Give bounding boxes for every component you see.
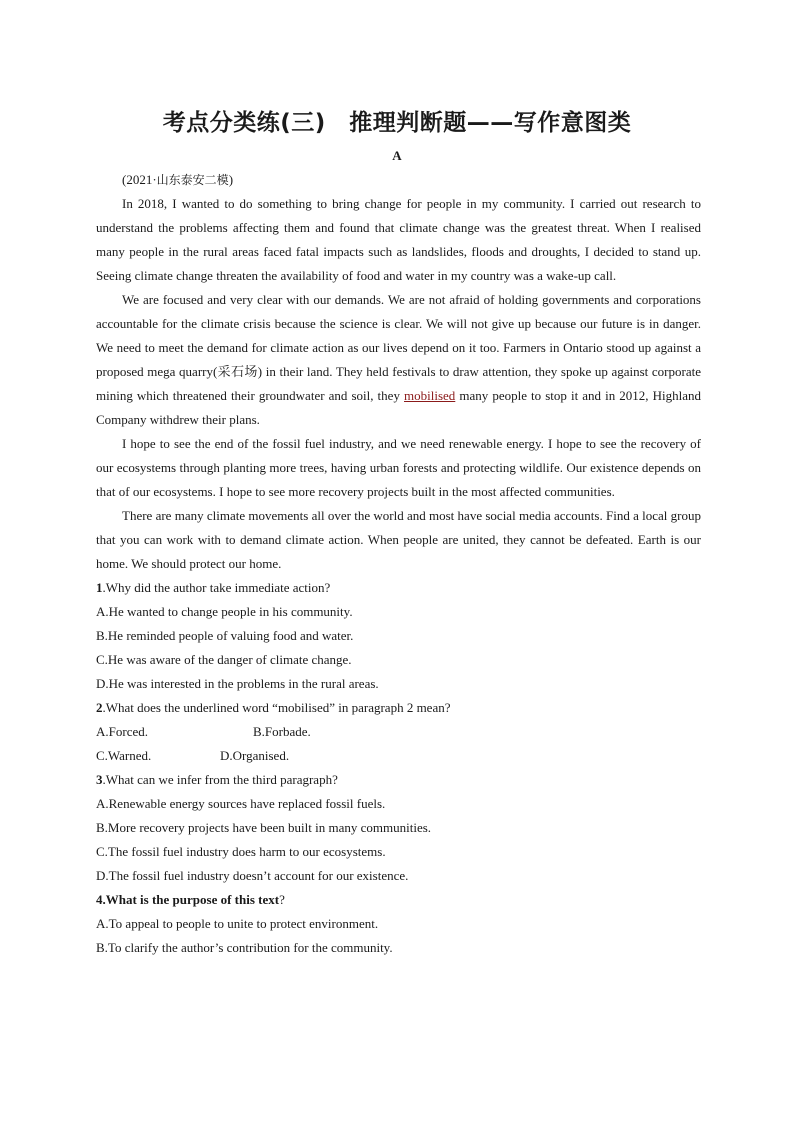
question-2-option-a[interactable]: A.Forced. (96, 724, 148, 739)
paragraph-1: In 2018, I wanted to do something to bring change for people in my community. I carried out research to understand the problems affecting them and found that climate change was the greatest threat. When I realised many people in the rural areas faced fatal impacts such as landslides, floods and droughts, I decided to stand up. Seeing climate change threaten the availability of food and water in my country was a wake-up call. (96, 196, 701, 283)
question-3-option-a[interactable]: A.Renewable energy sources have replaced fossil fuels. (96, 796, 386, 811)
question-2-option-b[interactable]: B.Forbade. (253, 724, 311, 739)
question-text: .Why did the author take immediate action? (102, 580, 331, 595)
question-number: 4 (96, 892, 103, 907)
question-4-option-b[interactable]: B.To clarify the author’s contribution for the community. (96, 940, 393, 955)
question-1-option-b[interactable]: B.He reminded people of valuing food and water. (96, 628, 354, 643)
question-2 (96, 696, 701, 720)
page-title: 考点分类练(三) 推理判断题——写作意图类 (162, 110, 632, 136)
paragraph-3: I hope to see the end of the fossil fuel industry, and we need renewable energy. I hope to see the recovery of our ecosystems through planting more trees, having urban forests and protecting wildlife. Our existence depends on that of our ecosystems. I hope to see more recovery projects built in the most affected communities. (96, 436, 701, 499)
passage-label: A (392, 148, 402, 163)
question-mark: ? (279, 892, 285, 907)
paragraph-2 (96, 288, 701, 432)
question-text: .What does the underlined word “mobilised” in paragraph 2 mean? (102, 700, 451, 715)
question-4 (96, 888, 701, 912)
source-note (96, 168, 701, 192)
paragraph-4: There are many climate movements all over the world and most have social media accounts. Find a local group that you can work with to demand climate action. When people are united, they cannot be defeated. Earth is our home. We should protect our home. (96, 508, 701, 571)
question-1-option-d[interactable]: D.He was interested in the problems in the rural areas. (96, 676, 379, 691)
question-text: .What is the purpose of this text (102, 892, 280, 907)
question-2-options-row-2 (96, 744, 701, 768)
question-3-option-d[interactable]: D.The fossil fuel industry doesn’t account for our existence. (96, 868, 409, 883)
question-number: 2 (96, 700, 103, 715)
question-2-option-c[interactable]: C.Warned. (96, 748, 152, 763)
paragraph-2-end: many people to stop it and in 2012, Highland Company withdrew their plans. (96, 388, 701, 427)
passage-content (96, 168, 701, 960)
question-text: .What can we infer from the third paragraph? (102, 772, 338, 787)
question-1-option-c[interactable]: C.He was aware of the danger of climate change. (96, 652, 352, 667)
question-4-option-a[interactable]: A.To appeal to people to unite to protect environment. (96, 916, 379, 931)
source-suffix: ) (228, 172, 234, 187)
underlined-word: mobilised (404, 388, 456, 403)
question-number: 3 (96, 772, 103, 787)
question-1 (96, 576, 701, 600)
question-3-option-c[interactable]: C.The fossil fuel industry does harm to our ecosystems. (96, 844, 386, 859)
question-3 (96, 768, 701, 792)
source-prefix: (2021· (122, 172, 157, 187)
paragraph-2-text: We are focused and very clear with our demands. We are not afraid of holding governments and corporations accountable for the climate crisis because the science is clear. We will not give up because our future is in danger. We need to meet the demand for climate action as our lives depend on it too. Farmers in Ontario stood up against a proposed mega quarry(采石场) in their land. They held festivals to draw attention, they spoke up against corporate mining which threatened their groundwater and soil, they (96, 292, 701, 403)
question-3-option-b[interactable]: B.More recovery projects have been built in many communities. (96, 820, 432, 835)
question-2-option-d[interactable]: D.Organised. (220, 748, 290, 763)
question-1-option-a[interactable]: A.He wanted to change people in his community. (96, 604, 353, 619)
question-number: 1 (96, 580, 103, 595)
question-2-options-row-1 (96, 720, 701, 744)
source-exam-name: 山东泰安二模 (156, 173, 229, 187)
